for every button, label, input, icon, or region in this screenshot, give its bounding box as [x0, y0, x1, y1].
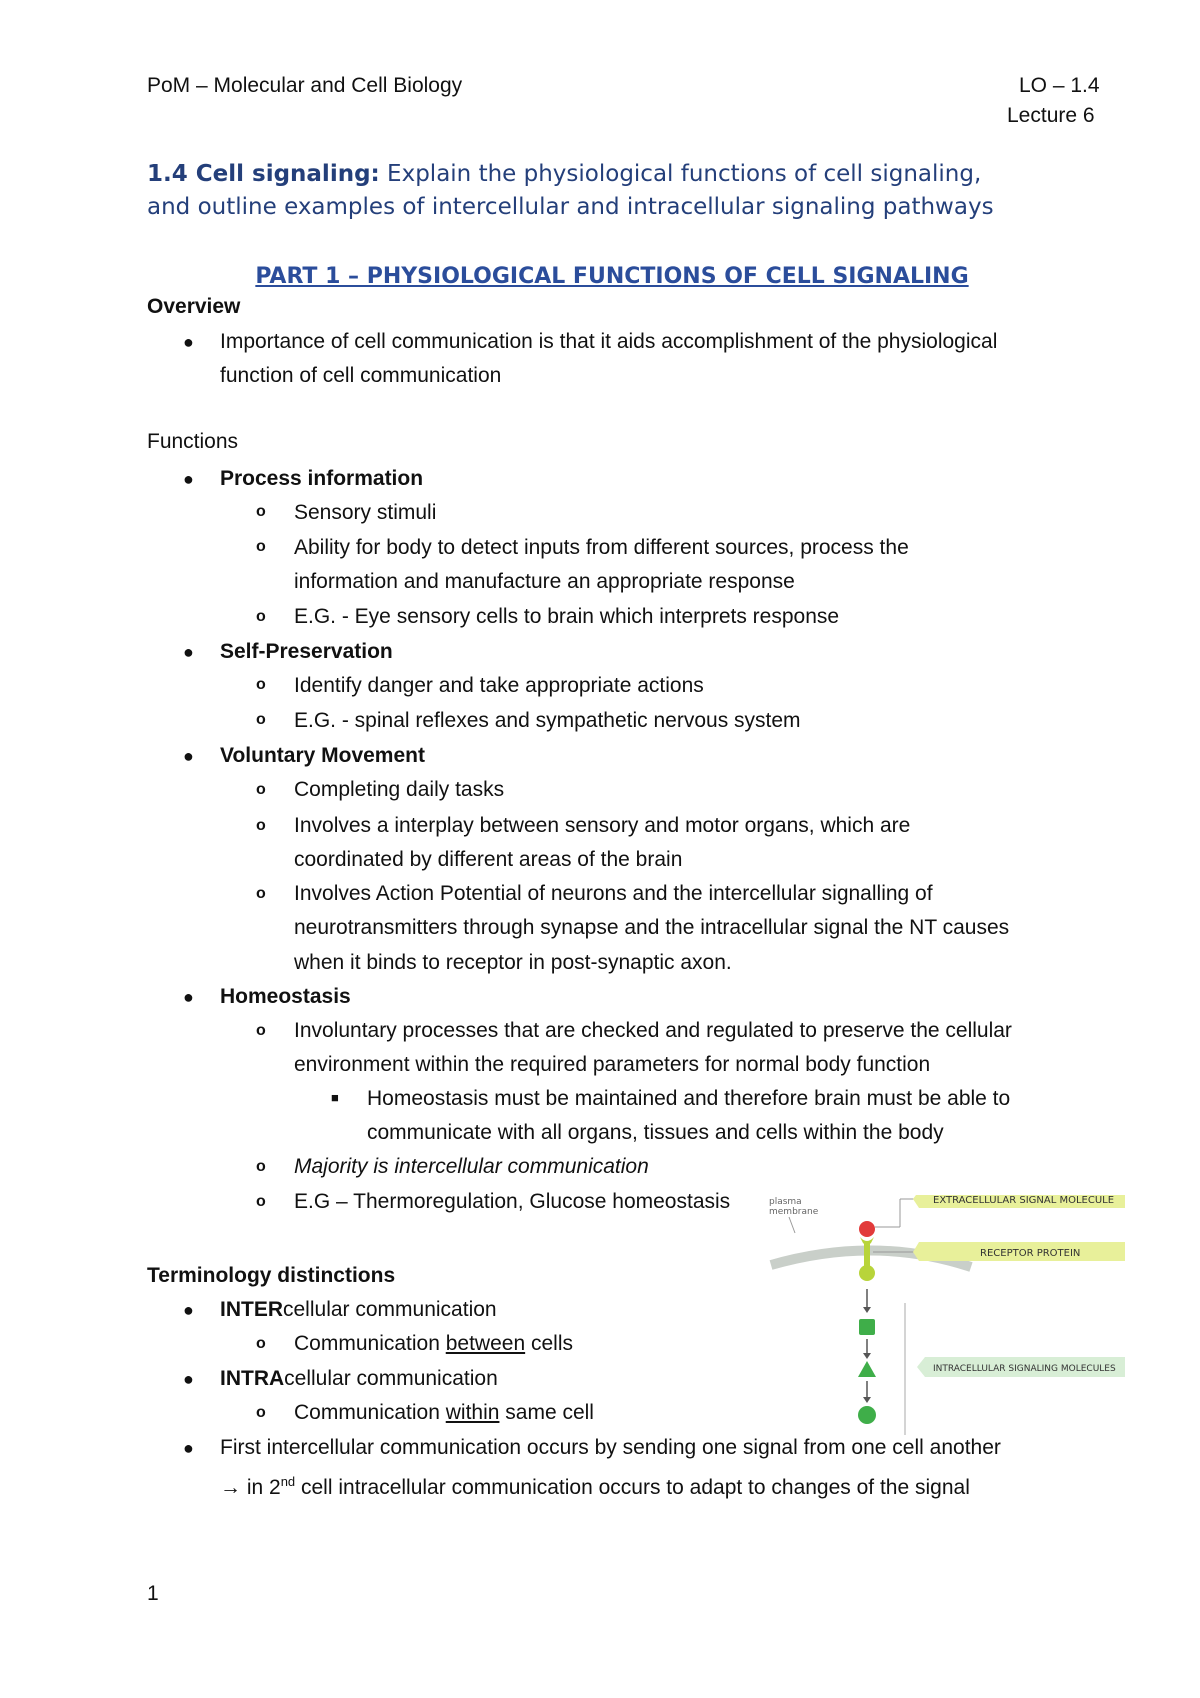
line2-sup: nd	[280, 1474, 296, 1489]
list-item: neurotransmitters through synapse and the intracellular signal the NT causes	[294, 916, 1010, 939]
circle-bullet-icon: o	[256, 538, 266, 555]
inter-rest: cellular communication	[283, 1298, 497, 1321]
intra-sub-pre: Communication	[294, 1401, 446, 1424]
intra-term	[220, 1362, 498, 1396]
intra-sub-underline: within	[445, 1401, 500, 1424]
homeostasis-label: Homeostasis	[220, 985, 351, 1008]
line2-post: cell intracellular communication occurs to adapt to changes of the signal	[295, 1476, 970, 1499]
intra-definition	[294, 1396, 594, 1430]
bullet-icon: ●	[183, 1438, 194, 1458]
self-preservation-label: Self-Preservation	[220, 640, 393, 663]
intracellular-label: INTRACELLULAR SIGNALING MOLECULES	[933, 1364, 1116, 1374]
list-item: E.G. - Eye sensory cells to brain which interprets response	[294, 605, 840, 628]
part1-heading: PART 1 – PHYSIOLOGICAL FUNCTIONS OF CELL SIGNALING	[255, 264, 969, 289]
plasma-pointer	[789, 1217, 795, 1233]
plasma-label-2: membrane	[769, 1207, 819, 1217]
arrowhead-icon	[863, 1307, 871, 1313]
circle-bullet-icon: o	[256, 885, 266, 902]
list-item: Completing daily tasks	[294, 778, 505, 801]
signaling-diagram	[765, 1195, 1125, 1435]
circle-bullet-icon: o	[256, 781, 266, 798]
extracellular-label: EXTRACELLULAR SIGNAL MOLECULE	[933, 1195, 1115, 1206]
plasma-label-1: plasma	[769, 1197, 802, 1207]
bullet-icon: ●	[183, 1300, 194, 1320]
inter-term	[220, 1293, 497, 1327]
list-item: coordinated by different areas of the brain	[294, 848, 683, 871]
arrowhead-icon	[863, 1397, 871, 1403]
title-lead: 1.4 Cell signaling:	[147, 161, 380, 187]
overview-bullet-line1: Importance of cell communication is that it aids accomplishment of the physiological	[220, 330, 998, 353]
circle-bullet-icon: o	[256, 608, 266, 625]
circle-bullet-icon: o	[256, 503, 266, 520]
intra-bold: INTRA	[220, 1367, 285, 1390]
page-number: 1	[147, 1582, 159, 1605]
inter-sub-underline: between	[445, 1332, 526, 1355]
intra-rest: cellular communication	[284, 1367, 498, 1390]
list-item: Involves a interplay between sensory and motor organs, which are	[294, 814, 911, 837]
first-intercellular-line1: First intercellular communication occurs by sending one signal from one cell another	[220, 1436, 1001, 1459]
list-item: E.G – Thermoregulation, Glucose homeostasis	[294, 1190, 731, 1213]
list-item: Identify danger and take appropriate actions	[294, 674, 704, 697]
bullet-icon: ●	[183, 746, 194, 766]
bullet-icon: ●	[183, 642, 194, 662]
title-line2: and outline examples of intercellular and intracellular signaling pathways	[147, 194, 994, 220]
overview-bullet-line2: function of cell communication	[220, 364, 502, 387]
header-lo: LO – 1.4	[1019, 74, 1100, 97]
circle-bullet-icon: o	[256, 1158, 266, 1175]
bullet-icon: ●	[183, 987, 194, 1007]
header-lecture: Lecture 6	[1007, 104, 1095, 127]
line2-pre: in 2	[241, 1476, 281, 1499]
list-item: Involves Action Potential of neurons and the intercellular signalling of	[294, 882, 933, 905]
first-intercellular-line2	[220, 1465, 970, 1505]
list-item: information and manufacture an appropriate response	[294, 570, 795, 593]
bullet-icon: ●	[183, 332, 194, 352]
circle-bullet-icon: o	[256, 817, 266, 834]
bullet-icon: ●	[183, 469, 194, 489]
list-item: Sensory stimuli	[294, 501, 437, 524]
arrowhead-icon	[863, 1353, 871, 1359]
inter-definition	[294, 1327, 573, 1361]
list-item: communicate with all organs, tissues and cells within the body	[367, 1121, 944, 1144]
inter-bold: INTER	[220, 1298, 283, 1321]
functions-heading: Functions	[147, 430, 239, 453]
list-item: Homeostasis must be maintained and therefore brain must be able to	[367, 1087, 1011, 1110]
square-bullet-icon: ■	[331, 1090, 339, 1105]
terminology-heading: Terminology distinctions	[147, 1264, 396, 1287]
list-item: Ability for body to detect inputs from different sources, process the	[294, 536, 909, 559]
circle-bullet-icon: o	[256, 1335, 266, 1352]
circle-bullet-icon: o	[256, 711, 266, 728]
list-item: environment within the required parameters for normal body function	[294, 1053, 931, 1076]
intra-sub-post: same cell	[499, 1401, 594, 1424]
receptor-label: RECEPTOR PROTEIN	[980, 1248, 1081, 1259]
list-item: when it binds to receptor in post-synaptic axon.	[294, 951, 732, 974]
list-item: Involuntary processes that are checked and regulated to preserve the cellular	[294, 1019, 1012, 1042]
signal-molecule	[859, 1221, 875, 1237]
list-item: E.G. - spinal reflexes and sympathetic nervous system	[294, 709, 801, 732]
voluntary-movement-label: Voluntary Movement	[220, 744, 425, 767]
header-course: PoM – Molecular and Cell Biology	[147, 74, 463, 97]
page-title	[147, 158, 1077, 224]
inter-sub-post: cells	[525, 1332, 573, 1355]
circle-bullet-icon: o	[256, 676, 266, 693]
right-arrow-icon: →	[220, 1476, 241, 1499]
receptor-base	[859, 1265, 875, 1281]
title-rest: Explain the physiological functions of cell signaling,	[379, 161, 982, 187]
process-information-label: Process information	[220, 467, 424, 490]
signaling-square	[859, 1319, 875, 1335]
circle-bullet-icon: o	[256, 1404, 266, 1421]
bullet-icon: ●	[183, 1369, 194, 1389]
overview-heading: Overview	[147, 295, 241, 318]
signaling-circle	[858, 1406, 876, 1424]
signaling-triangle	[858, 1361, 876, 1377]
inter-sub-pre: Communication	[294, 1332, 446, 1355]
list-item: Majority is intercellular communication	[294, 1155, 649, 1178]
circle-bullet-icon: o	[256, 1193, 266, 1210]
circle-bullet-icon: o	[256, 1022, 266, 1039]
